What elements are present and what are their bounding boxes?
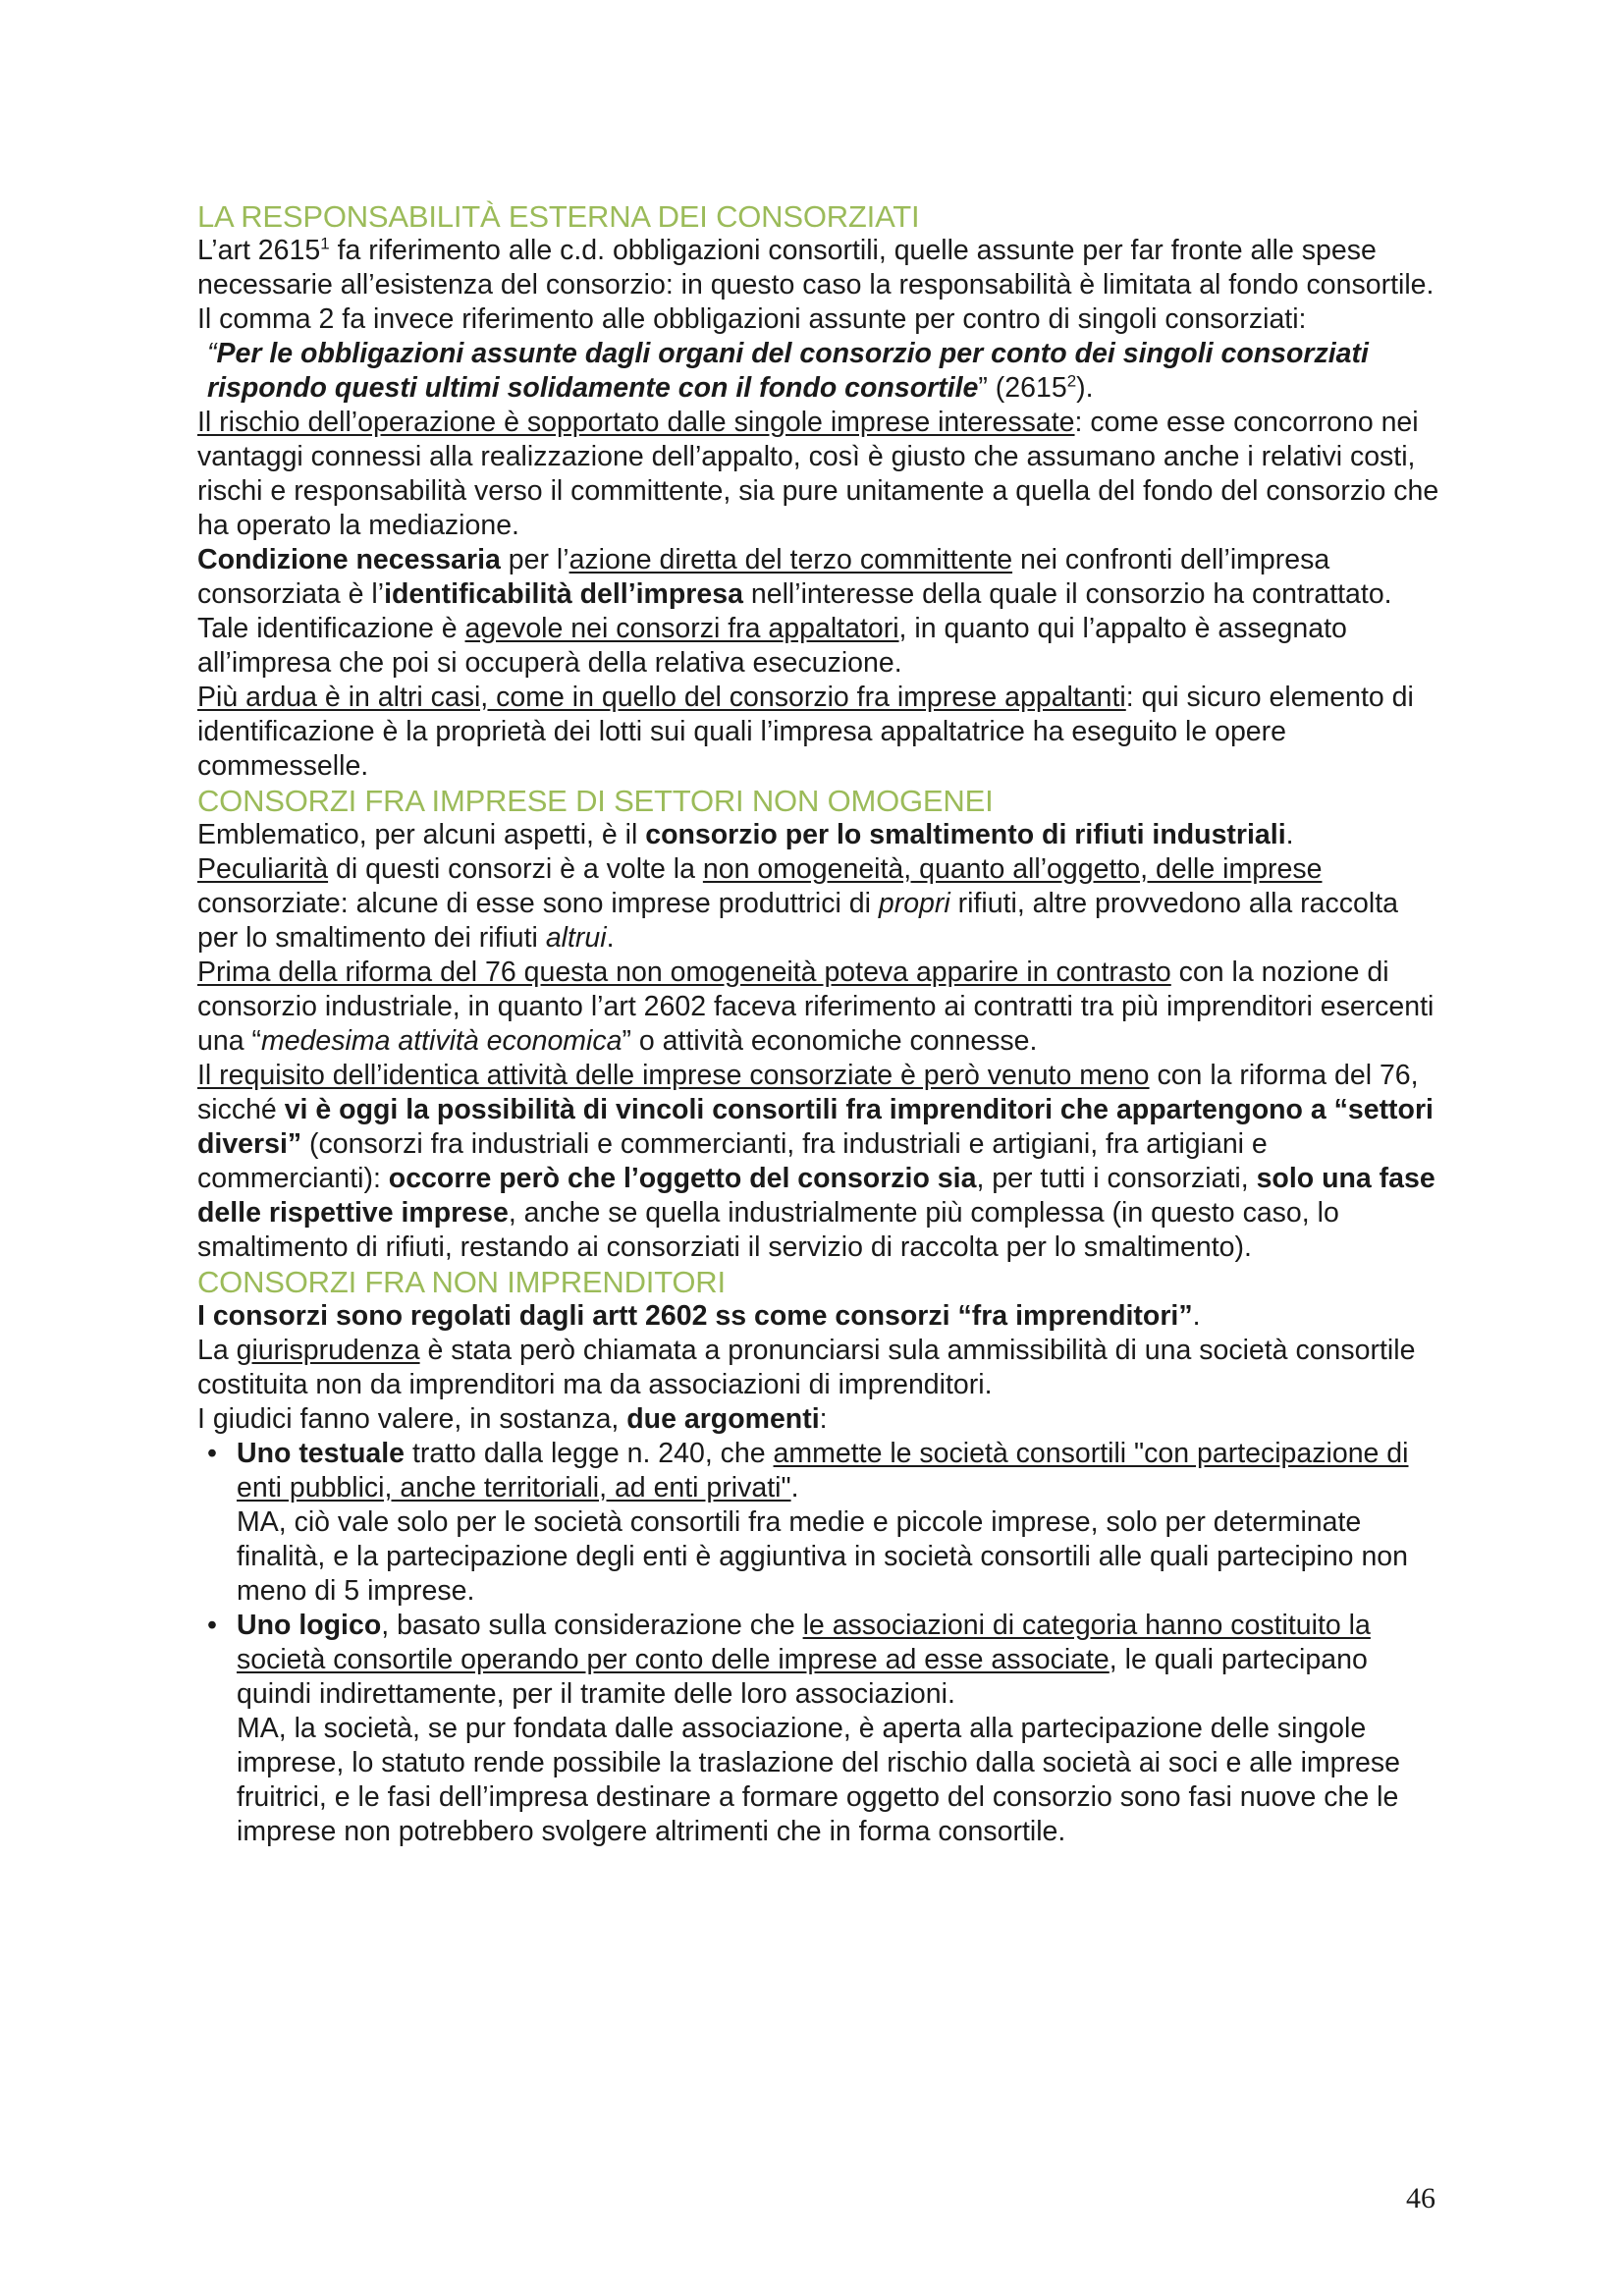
paragraph bbox=[197, 818, 1444, 852]
bullet-icon: • bbox=[207, 1438, 217, 1469]
list-item-text bbox=[237, 1609, 1444, 1712]
paragraph bbox=[197, 956, 1444, 1059]
text: Tale identificazione è bbox=[197, 613, 465, 644]
text: ” o attività economiche connesse. bbox=[622, 1025, 1038, 1057]
text: è stata però chiamata a pronunciarsi sula ammissibilità di una società consortile costituita non da imprenditori ma da associazioni di imprenditori. bbox=[197, 1335, 1416, 1400]
quote-text: Per le obbligazioni assunte dagli organi del consorzio per conto dei singoli consorziati rispondo questi ultimi solidamente con il fondo consortile bbox=[207, 338, 1369, 404]
footnote-ref[interactable]: 1 bbox=[320, 234, 330, 253]
paragraph bbox=[197, 543, 1444, 612]
text: rifiuti, altre provvedono alla raccolta per lo smaltimento dei rifiuti bbox=[197, 888, 1398, 954]
underlined-text: ammette le società consortili "con partecipazione di enti pubblici, anche territoriali, ad enti privati" bbox=[237, 1438, 1409, 1503]
bold-text: Uno logico bbox=[237, 1610, 382, 1641]
text: di questi consorzi è a volte la bbox=[328, 853, 703, 885]
paragraph bbox=[197, 406, 1444, 543]
underlined-text: Peculiarità bbox=[197, 853, 329, 885]
list-item bbox=[197, 1609, 1444, 1849]
underlined-text: non omogeneità, quanto all’oggetto, delle imprese bbox=[702, 853, 1323, 885]
underlined-text: Prima della riforma del 76 questa non omogeneità poteva apparire in contrasto bbox=[197, 957, 1171, 988]
text: consorziate: alcune di esse sono imprese produttrici di bbox=[197, 888, 879, 919]
paragraph bbox=[197, 234, 1444, 302]
bold-text: due argomenti bbox=[626, 1403, 820, 1435]
text: fa riferimento alle c.d. obbligazioni consortili, quelle assunte per far fronte alle spese necessarie all’esistenza del consorzio: in questo caso la responsabilità è limitata al fondo consortile. bbox=[197, 235, 1435, 301]
paragraph bbox=[197, 1402, 1444, 1437]
paragraph bbox=[197, 681, 1444, 784]
section-heading-non-imprenditori: CONSORZI FRA NON IMPRENDITORI bbox=[197, 1265, 726, 1299]
footnote-ref[interactable]: 2 bbox=[1066, 371, 1077, 391]
bullet-icon: • bbox=[207, 1610, 217, 1641]
text: La bbox=[197, 1335, 237, 1366]
argument-list bbox=[197, 1437, 1444, 1849]
text: : bbox=[819, 1403, 828, 1435]
text: : qui sicuro elemento di identificazione è la proprietà dei lotti sui quali l’impresa appaltatrice ha eseguito le opere commesselle. bbox=[197, 682, 1414, 782]
text: tratto dalla legge n. 240, che bbox=[405, 1438, 774, 1469]
text: . bbox=[1192, 1300, 1201, 1332]
text: . bbox=[790, 1472, 799, 1503]
text: “ bbox=[207, 338, 217, 369]
text: nell’interesse della quale il consorzio ha contrattato. bbox=[742, 578, 1392, 610]
section-heading-responsabilita: LA RESPONSABILITÀ ESTERNA DEI CONSORZIATI bbox=[197, 199, 920, 234]
paragraph bbox=[197, 1059, 1444, 1265]
list-item bbox=[197, 1437, 1444, 1609]
text: , basato sulla considerazione che bbox=[381, 1610, 803, 1641]
bold-text: solo una fase delle rispettive imprese bbox=[197, 1163, 1435, 1229]
bold-text: identificabilità dell’impresa bbox=[384, 578, 743, 610]
quote-paragraph bbox=[197, 337, 1444, 406]
text: (consorzi fra industriali e commercianti, fra industriali e artigiani, fra artigiani e commercianti): bbox=[197, 1128, 1268, 1194]
text: con la nozione di consorzio industriale, in quanto l’art 2602 faceva riferimento ai contratti tra più imprenditori esercenti una “ bbox=[197, 957, 1435, 1057]
text: per l’ bbox=[500, 544, 569, 575]
document-page bbox=[197, 199, 1444, 1849]
text: L’art 2615 bbox=[197, 235, 321, 266]
text: . bbox=[606, 922, 615, 954]
text: I giudici fanno valere, in sostanza, bbox=[197, 1403, 627, 1435]
page-number: 46 bbox=[1406, 2182, 1435, 2214]
underlined-text: giurisprudenza bbox=[236, 1335, 420, 1366]
list-item-note: MA, la società, se pur fondata dalle associazione, è aperta alla partecipazione delle singole imprese, lo statuto rende possibile la traslazione del rischio dalla società ai soci e alle imprese fruitrici, e le fasi dell’impresa destinare a formare oggetto del consorzio sono fasi nuove che le imprese non potrebbero svolgere altrimenti che in forma consortile. bbox=[237, 1713, 1400, 1847]
bold-text: Uno testuale bbox=[237, 1438, 406, 1469]
underlined-text: le associazioni di categoria hanno costituito la società consortile operando per conto delle imprese ad esse associate bbox=[237, 1610, 1371, 1675]
underlined-text: Il requisito dell’identica attività delle imprese consorziate è però venuto meno bbox=[197, 1060, 1150, 1091]
text: ” (2615 bbox=[978, 372, 1067, 404]
italic-text: altrui bbox=[545, 922, 607, 954]
text: ). bbox=[1076, 372, 1094, 404]
text: nei confronti dell’impresa consorziata è l’ bbox=[197, 544, 1330, 610]
text: , le quali partecipano quindi indirettamente, per il tramite delle loro associazioni. bbox=[237, 1644, 1368, 1710]
italic-text: propri bbox=[878, 888, 950, 919]
bold-text: occorre però che l’oggetto del consorzio sia bbox=[388, 1163, 977, 1194]
text: . bbox=[1285, 819, 1294, 850]
list-item-text bbox=[237, 1437, 1444, 1505]
text: : come esse concorrono nei vantaggi connessi alla realizzazione dell’appalto, così è giusto che assumano anche i relativi costi, rischi e responsabilità verso il committente, sia pure unitamente a quella del fondo del consorzio che ha operato la mediazione. bbox=[197, 407, 1439, 541]
text: , anche se quella industrialmente più complessa (in questo caso, lo smaltimento di rifiuti, restando ai consorziati il servizio di raccolta per lo smaltimento). bbox=[197, 1197, 1339, 1263]
paragraph bbox=[197, 852, 1444, 956]
underlined-text: agevole nei consorzi fra appaltatori bbox=[464, 613, 899, 644]
paragraph: Il comma 2 fa invece riferimento alle obbligazioni assunte per contro di singoli consorziati: bbox=[197, 303, 1307, 335]
paragraph bbox=[197, 1299, 1444, 1334]
bold-text: Condizione necessaria bbox=[197, 544, 501, 575]
underlined-text: azione diretta del terzo committente bbox=[568, 544, 1013, 575]
text: Emblematico, per alcuni aspetti, è il bbox=[197, 819, 646, 850]
paragraph bbox=[197, 612, 1444, 681]
italic-text: medesima attività economica bbox=[260, 1025, 623, 1057]
text: con la riforma del 76, sicché bbox=[197, 1060, 1419, 1125]
paragraph bbox=[197, 1334, 1444, 1402]
bold-text: vi è oggi la possibilità di vincoli consortili fra imprenditori che appartengono a “settori diversi” bbox=[197, 1094, 1434, 1160]
text: , in quanto qui l’appalto è assegnato all’impresa che poi si occuperà della relativa esecuzione. bbox=[197, 613, 1347, 679]
underlined-text: Più ardua è in altri casi, come in quello del consorzio fra imprese appaltanti bbox=[197, 682, 1126, 713]
text: , per tutti i consorziati, bbox=[976, 1163, 1257, 1194]
list-item-note: MA, ciò vale solo per le società consortili fra medie e piccole imprese, solo per determinate finalità, e la partecipazione degli enti è aggiuntiva in società consortili alle quali partecipino non meno di 5 imprese. bbox=[237, 1506, 1409, 1607]
section-heading-settori-non-omogenei: CONSORZI FRA IMPRESE DI SETTORI NON OMOGENEI bbox=[197, 784, 994, 818]
bold-text: I consorzi sono regolati dagli artt 2602 ss come consorzi “fra imprenditori” bbox=[197, 1300, 1193, 1332]
bold-text: consorzio per lo smaltimento di rifiuti industriali bbox=[645, 819, 1286, 850]
underlined-text: Il rischio dell’operazione è sopportato dalle singole imprese interessate bbox=[197, 407, 1075, 438]
